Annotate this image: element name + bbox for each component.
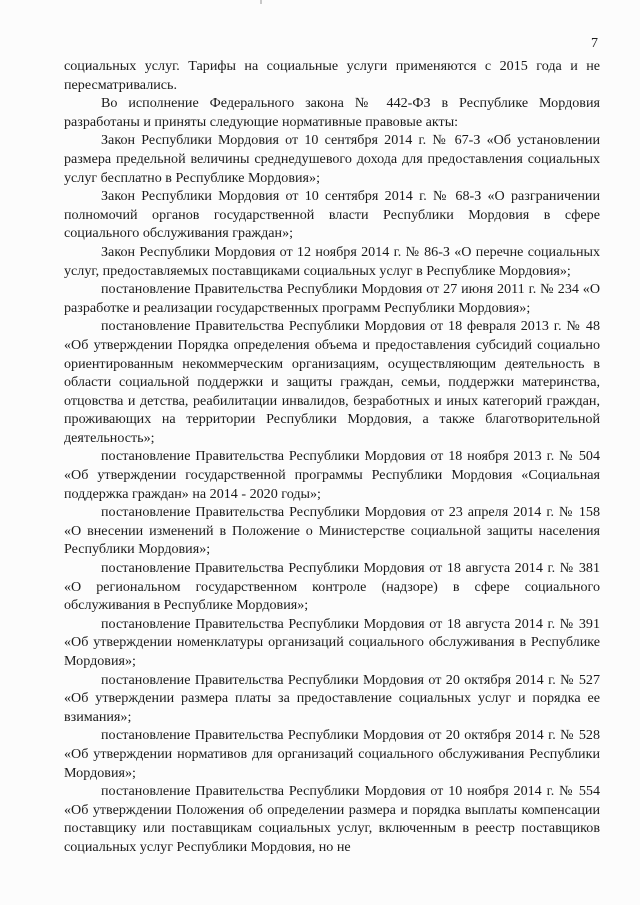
- body-paragraph: Закон Республики Мордовия от 12 ноября 2014 г. № 86-З «О перечне социальных услуг, предоставляемых поставщиками социальных услуг в Республике Мордовия»;: [64, 243, 600, 279]
- body-paragraph: постановление Правительства Республики Мордовия от 10 ноября 2014 г. № 554 «Об утверждении Положения об определении размера и порядка выплаты компенсации поставщику или поставщикам социальных услуг, включенным в реестр поставщиков социальных услуг Республики Мордовия, но не: [64, 783, 600, 855]
- body-paragraph: постановление Правительства Республики Мордовия от 20 октября 2014 г. № 527 «Об утверждении размера платы за предоставление социальных услуг и порядка ее взимания»;: [64, 671, 600, 725]
- body-paragraph: Закон Республики Мордовия от 10 сентября 2014 г. № 68-З «О разграничении полномочий органов государственной власти Республики Мордовия в сфере социального обслуживания граждан»;: [64, 188, 600, 242]
- body-paragraph: постановление Правительства Республики Мордовия от 20 октября 2014 г. № 528 «Об утверждении нормативов для организаций социального обслуживания Республики Мордовия»;: [64, 727, 600, 781]
- body-paragraph: постановление Правительства Республики Мордовия от 18 августа 2014 г. № 381 «О региональном государственном контроле (надзоре) в сфере социального обслуживания в Республике Мордовия»;: [64, 560, 600, 614]
- document-body: [64, 57, 600, 857]
- body-paragraph: постановление Правительства Республики Мордовия от 18 ноября 2013 г. № 504 «Об утверждении государственной программы Республики Мордовия «Социальная поддержка граждан» на 2014 - 2020 годы»;: [64, 448, 600, 502]
- body-paragraph: Закон Республики Мордовия от 10 сентября 2014 г. № 67-З «Об установлении размера предельной величины среднедушевого дохода для предоставления социальных услуг бесплатно в Республике Мордовия»;: [64, 132, 600, 186]
- body-paragraph: социальных услуг. Тарифы на социальные услуги применяются с 2015 года и не пересматривались.: [64, 58, 600, 93]
- body-paragraph: постановление Правительства Республики Мордовия от 23 апреля 2014 г. № 158 «О внесении изменений в Положение о Министерстве социальной защиты населения Республики Мордовия»;: [64, 504, 600, 558]
- body-paragraph: постановление Правительства Республики Мордовия от 18 августа 2014 г. № 391 «Об утверждении номенклатуры организаций социального обслуживания в Республике Мордовия»;: [64, 615, 600, 669]
- scan-artifact-mark: [260, 0, 262, 4]
- body-paragraph: постановление Правительства Республики Мордовия от 27 июня 2011 г. № 234 «О разработке и реализации государственных программ Республики Мордовия»;: [64, 281, 600, 316]
- body-paragraph: Во исполнение Федерального закона № 442-ФЗ в Республике Мордовия разработаны и приняты следующие нормативные правовые акты:: [64, 95, 600, 130]
- page-number: 7: [591, 36, 598, 51]
- body-paragraph: постановление Правительства Республики Мордовия от 18 февраля 2013 г. № 48 «Об утверждении Порядка определения объема и предоставления субсидий социально ориентированным некоммерческим организациям, осуществляющим деятельность в области социальной поддержки и защиты граждан, семьи, поддержки материнства, отцовства и детства, реабилитации инвалидов, безработных и иных категорий граждан, проживающих на территории Республики Мордовия, а также благотворительной деятельность»;: [64, 318, 600, 446]
